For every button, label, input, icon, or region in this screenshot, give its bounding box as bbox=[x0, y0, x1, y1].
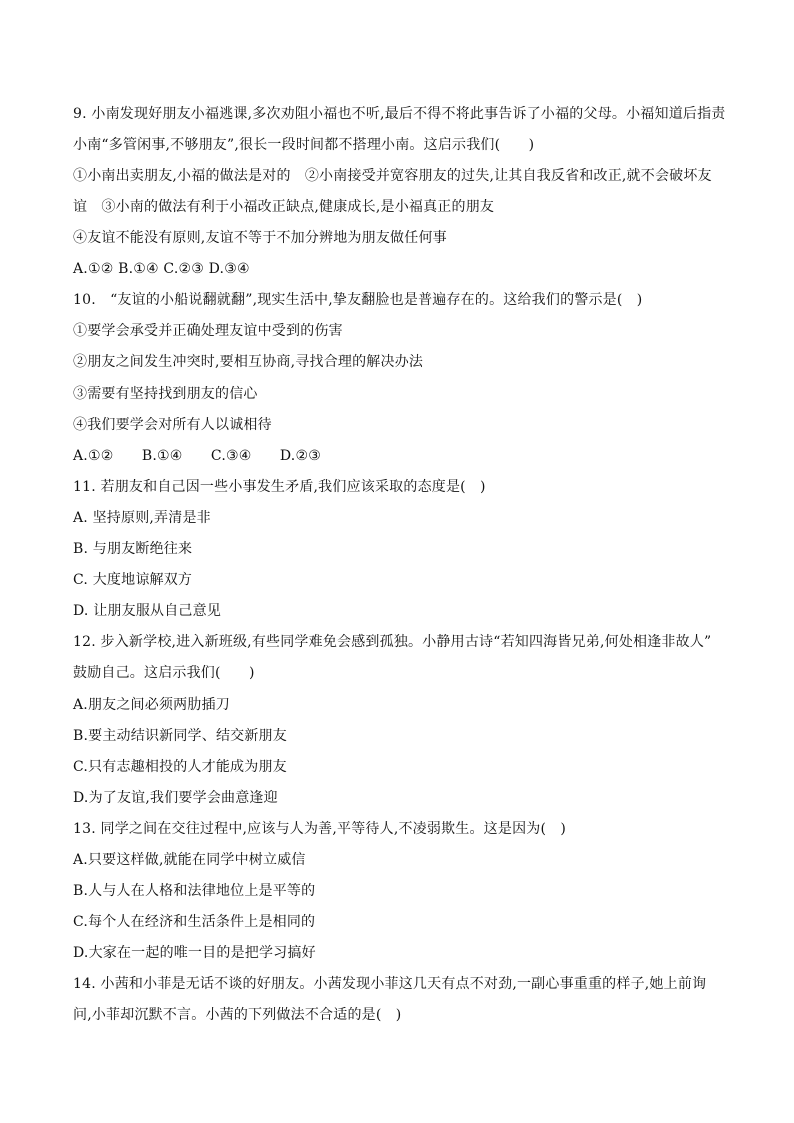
q10-item-1: ①要学会承受并正确处理友谊中受到的伤害 bbox=[73, 323, 343, 339]
q13-option-b: B.人与人在人格和法律地位上是平等的 bbox=[73, 883, 316, 899]
q12-option-c: C.只有志趣相投的人才能成为朋友 bbox=[73, 759, 287, 775]
q13-option-c: C.每个人在经济和生活条件上是相同的 bbox=[73, 914, 316, 930]
q9-answers: A.①② B.①④ C.②③ D.③④ bbox=[73, 261, 250, 277]
q9-stem-line1: 9. 小南发现好朋友小福逃课,多次劝阻小福也不听,最后不得不将此事告诉了小福的父母。小福知道后指责 bbox=[73, 106, 726, 122]
q11-option-a: A. 坚持原则,弄清是非 bbox=[73, 510, 211, 526]
q9-stem-line2: 小南“多管闲事,不够朋友”,很长一段时间都不搭理小南。这启示我们( ) bbox=[73, 137, 535, 153]
q9-option-line2: 谊 ③小南的做法有利于小福改正缺点,健康成长,是小福真正的朋友 bbox=[73, 199, 495, 215]
q11-option-c: C. 大度地谅解双方 bbox=[73, 572, 193, 588]
q12-option-b: B.要主动结识新同学、结交新朋友 bbox=[73, 728, 287, 744]
q10-answers: A.①② B.①④ C.③④ D.②③ bbox=[73, 448, 321, 464]
q11-stem: 11. 若朋友和自己因一些小事发生矛盾,我们应该采取的态度是( ) bbox=[73, 479, 486, 495]
q10-item-4: ④我们要学会对所有人以诚相待 bbox=[73, 417, 272, 433]
q9-option-line1: ①小南出卖朋友,小福的做法是对的 ②小南接受并宽容朋友的过失,让其自我反省和改正,就不会破坏友 bbox=[73, 168, 712, 184]
q14-stem-line1: 14. 小茜和小菲是无话不谈的好朋友。小茜发现小菲这几天有点不对劲,一副心事重重的样子,她上前询 bbox=[73, 976, 707, 992]
q10-stem: 10. “友谊的小船说翻就翻”,现实生活中,挚友翻脸也是普遍存在的。这给我们的警示是( ) bbox=[73, 292, 643, 308]
q14-stem-line2: 问,小菲却沉默不言。小茜的下列做法不合适的是( ) bbox=[73, 1007, 402, 1023]
q13-option-a: A.只要这样做,就能在同学中树立威信 bbox=[73, 852, 306, 868]
q12-stem-line1: 12. 步入新学校,进入新班级,有些同学难免会感到孤独。小静用古诗“若知四海皆兄弟,何处相逢非故人” bbox=[73, 634, 712, 650]
q11-option-d: D. 让朋友服从自己意见 bbox=[73, 603, 222, 619]
q13-option-d: D.大家在一起的唯一目的是把学习搞好 bbox=[73, 945, 316, 961]
q9-option-line3: ④友谊不能没有原则,友谊不等于不加分辨地为朋友做任何事 bbox=[73, 230, 447, 246]
q12-stem-line2: 鼓励自己。这启示我们( ) bbox=[73, 665, 255, 681]
q12-option-a: A.朋友之间必须两肋插刀 bbox=[73, 697, 230, 713]
q12-option-d: D.为了友谊,我们要学会曲意逢迎 bbox=[73, 790, 278, 806]
q10-item-2: ②朋友之间发生冲突时,要相互协商,寻找合理的解决办法 bbox=[73, 354, 424, 370]
q10-item-3: ③需要有坚持找到朋友的信心 bbox=[73, 386, 258, 402]
q13-stem: 13. 同学之间在交往过程中,应该与人为善,平等待人,不凌弱欺生。这是因为( ) bbox=[73, 821, 566, 837]
q11-option-b: B. 与朋友断绝往来 bbox=[73, 541, 193, 557]
